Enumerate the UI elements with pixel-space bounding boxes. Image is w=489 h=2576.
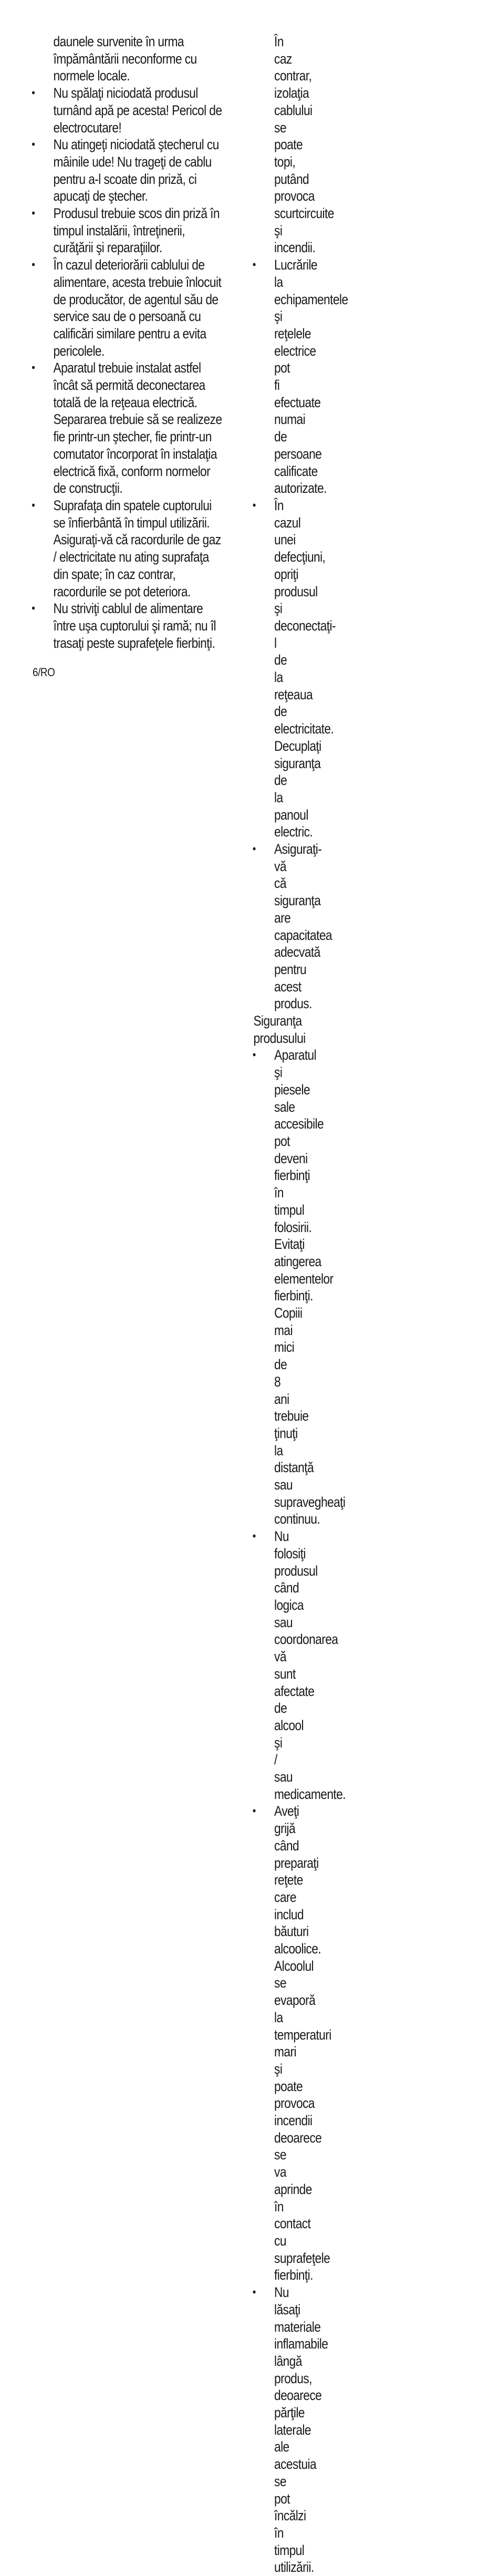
bullet: • [32, 258, 35, 272]
list-item-text: Lucrările la echipamentele şi reţelele electrice pot fi efectuate numai de persoane calificate autorizate. [274, 257, 348, 496]
list-item-text: Suprafaţa din spatele cuptorului se înfierbântă în timpul utilizării. Asiguraţi-vă că racordurile de gaz / electricitate nu ating suprafaţa din spate; în caz contrar, racordurile se pot deteriora. [53, 497, 221, 599]
bullet: • [252, 258, 256, 272]
list-item [0, 256, 348, 497]
list-item-text: În cazul unei defecţiuni, opriţi produsul şi deconectaţi-l de la reţeaua de electricitate. Decuplaţi siguranţa de la panoul electric. [274, 497, 336, 840]
right-continuation-text: În caz contrar, izolaţia cablului se poate topi, putând provoca scurtcircuite şi incendii. [274, 34, 334, 256]
bullet: • [32, 86, 35, 100]
bullet: • [252, 842, 256, 856]
bullet: • [32, 361, 35, 375]
list-item-text: Produsul trebuie scos din priză în timpul instalării, întreţinerii, curăţării şi reparaţiilor. [53, 205, 220, 256]
list-item [0, 2284, 328, 2576]
bullet: • [252, 1529, 256, 1543]
list-item-text: Aveţi grijă când preparaţi reţete care includ băuturi alcoolice. Alcoolul se evaporă la temperaturi mari şi poate provoca incendii deoarece se va aprinde în contact cu suprafeţele fierbinţi. [274, 1803, 331, 2283]
list-item [0, 1528, 346, 1803]
bullet: • [32, 498, 35, 512]
list-item-text: Aparatul şi piesele sale accesibile pot deveni fierbinţi în timpul folosirii. Evitaţi atingerea elementelor fierbinţi. Copiii mai mici de 8 ani trebuie ţinuţi la distanţă sau supravegheaţi continuu. [274, 1047, 346, 1527]
list-item-text: În cazul deteriorării cablului de alimentare, acesta trebuie înlocuit de producător, de agentul său de service sau de o persoană cu calificări similare pentru a evita pericolele. [53, 257, 222, 359]
bullet: • [252, 498, 256, 512]
list-item-text: Nu striviţi cablul de alimentare între uşa cuptorului şi ramă; nu îl trasaţi peste suprafeţele fierbinţi. [53, 601, 216, 651]
list-item [0, 1047, 346, 1528]
list-item [0, 841, 332, 1012]
page-number: 6/RO [33, 666, 55, 679]
left-continuation-text: daunele survenite în urma împământării neconforme cu normele locale. [53, 34, 197, 84]
list-item-text: Asiguraţi-vă că siguranţa are capacitatea adecvată pentru acest produs. [274, 841, 332, 1012]
list-item-text: Nu folosiţi produsul când logica sau coordonarea vă sunt afectate de alcool şi / sau medicamente. [274, 1528, 346, 1802]
list-item-text: Nu atingeţi niciodată ştecherul cu mâinile ude! Nu trageţi de cablu pentru a-l scoate din priză, ci apucaţi de ştecher. [53, 137, 219, 204]
bullet: • [32, 206, 35, 220]
bullet: • [32, 602, 35, 615]
list-item-text: Nu lăsaţi materiale inflamabile lângă produs, deoarece părţile laterale ale acestuia se pot încălzi în timpul utilizării. [274, 2284, 328, 2575]
list-item-text: Nu spălaţi niciodată produsul turnând apă pe acesta! Pericol de electrocutare! [53, 85, 222, 136]
section-heading: Siguranţa produsului [253, 1013, 306, 1046]
bullet: • [252, 1048, 256, 1062]
bullet: • [252, 1804, 256, 1818]
bullet: • [32, 138, 35, 151]
list-item-text: Aparatul trebuie instalat astfel încât să permită deconectarea totală de la reţeaua electrică. Separarea trebuie să se realizeze fie printr-un ştecher, fie printr-un comutator încorporat în instalaţia electrică fixă, conform normelor de construcţii. [53, 360, 222, 496]
list-item [0, 1803, 331, 2284]
bullet: • [252, 2285, 256, 2299]
right-column [0, 33, 348, 2576]
